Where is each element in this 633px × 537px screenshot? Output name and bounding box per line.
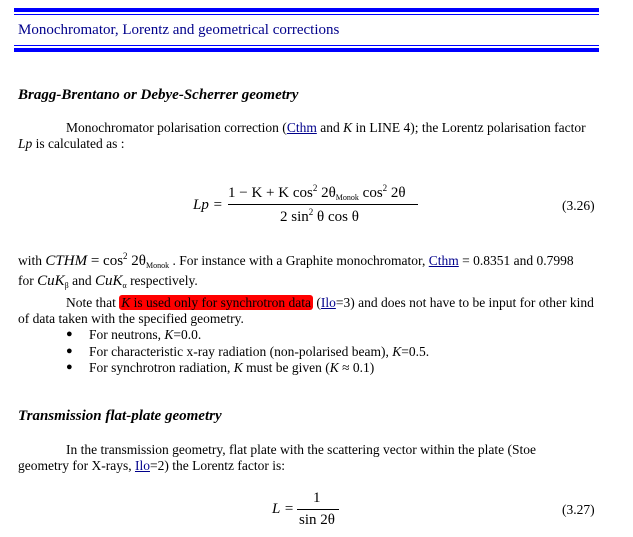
page-title: Monochromator, Lorentz and geometrical corrections	[18, 22, 340, 38]
section-heading-bragg: Bragg-Brentano or Debye-Scherrer geometry	[18, 87, 299, 103]
eq2-lhs: L =	[272, 501, 294, 517]
top-rule-thick	[14, 8, 599, 12]
list-item: For characteristic x-ray radiation (non-polarised beam), K=0.5.	[89, 344, 430, 359]
eq1-numerator: 1 − K + K $\cos^2 2\theta_{Monok}$ $\cos^2 2\theta$	[228, 183, 406, 202]
ilo-link[interactable]: Ilo	[320, 295, 336, 310]
eq2-fraction-bar	[297, 509, 339, 510]
paragraph-note-cont: of data taken with the specified geometry.	[18, 311, 244, 326]
eq2-number: (3.27)	[562, 502, 595, 517]
eq2-numerator: 1	[313, 490, 321, 506]
eq1-denominator: 2 $\sin^2 \theta$ cos θ	[280, 207, 359, 225]
paragraph-cuk: for CuK$_\beta$ and CuK$_\alpha$ respectively.	[18, 273, 198, 290]
top-rule-thin	[14, 14, 599, 15]
bullet-icon: ●	[66, 361, 73, 373]
list-item: For synchrotron radiation, K must be given (K ≈ 0.1)	[89, 360, 375, 375]
paragraph-monochromator-cont: Lp is calculated as :	[18, 136, 125, 151]
eq1-number: (3.26)	[562, 198, 595, 213]
bullet-icon: ●	[66, 345, 73, 357]
bottom-rule-thick	[14, 48, 599, 52]
paragraph-transmission-cont: geometry for X-rays, Ilo=2) the Lorentz factor is:	[18, 458, 286, 473]
paragraph-monochromator: Monochromator polarisation correction (Cthm and K in LINE 4); the Lorentz polarisation factor	[66, 120, 586, 135]
section-heading-transmission: Transmission flat-plate geometry	[18, 408, 222, 424]
bullet-icon: ●	[66, 328, 73, 340]
eq2-denominator: sin 2θ	[299, 512, 335, 528]
eq1-lhs: Lp =	[193, 197, 223, 213]
paragraph-note: Note that K is used only for synchrotron data (Ilo=3) and does not have to be input for other kind	[66, 295, 594, 310]
eq1-fraction-bar	[228, 204, 418, 205]
paragraph-cthm: with CTHM = $\cos^2 2\theta_{Monok}$ . For instance with a Graphite monochromator, Cthm = 0.8351 and 0.7998	[18, 251, 574, 270]
paragraph-transmission: In the transmission geometry, flat plate with the scattering vector within the plate (Stoe	[66, 442, 536, 457]
bottom-rule-thin	[14, 45, 599, 46]
highlight-synchrotron: K is used only for synchrotron data	[121, 295, 311, 310]
list-item: For neutrons, K=0.0.	[89, 327, 202, 342]
cthm-link[interactable]: Cthm	[286, 120, 317, 135]
ilo-link-2[interactable]: Ilo	[134, 458, 150, 473]
cthm-link-2[interactable]: Cthm	[428, 253, 459, 268]
